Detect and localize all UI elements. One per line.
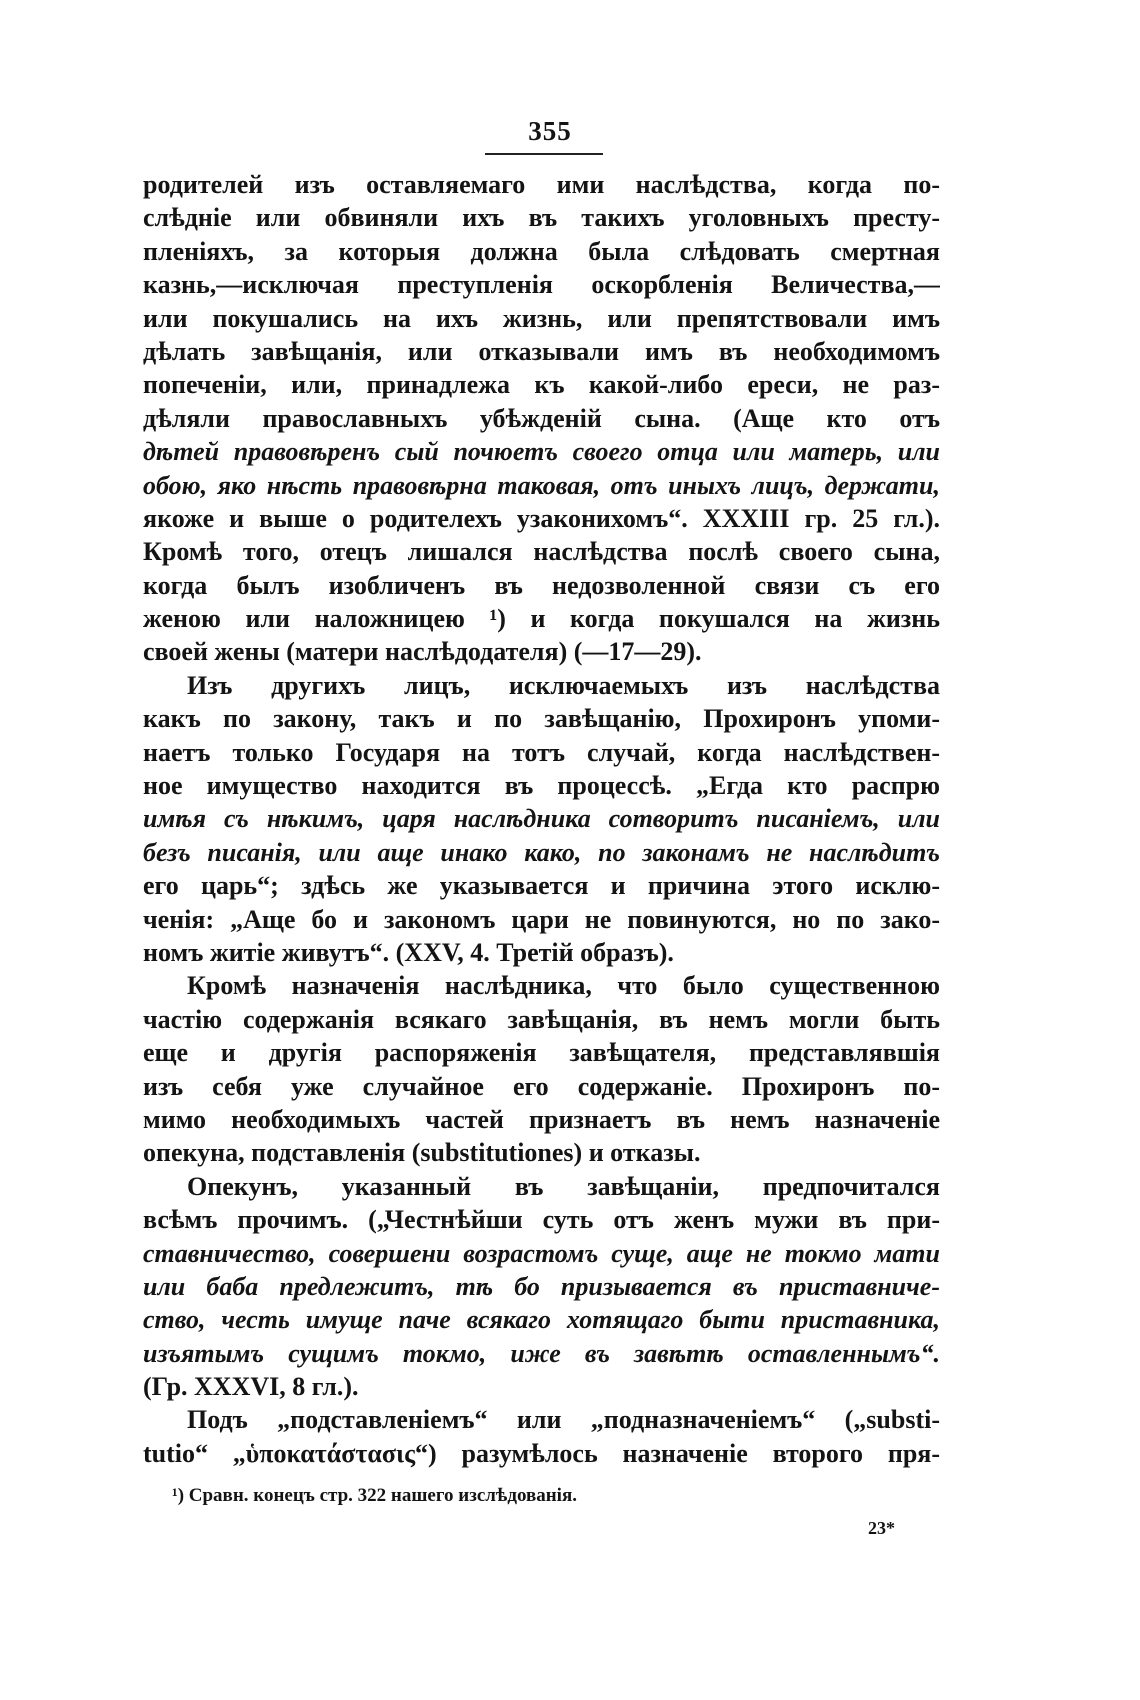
quote-text: безъ писанія, или аще инако како, по законамъ не наслѣдитъ	[143, 837, 940, 867]
quote-text: ство, честь имуще паче всякаго хотящаго быти приставника,	[143, 1305, 940, 1335]
quote-text: дѣтей правовѣренъ сый почюетъ своего отца или матерь, или	[143, 437, 940, 467]
text-line-italic	[143, 1303, 940, 1336]
text-line: Подъ „подставленіемъ“ или „подназначеніемъ“ („substi-	[187, 1405, 940, 1435]
text-line: ное имущество находится въ процессѣ. „Егда кто распрю	[143, 771, 940, 801]
printer-signature: 23*	[868, 1518, 895, 1538]
page-number-rule	[485, 153, 603, 155]
text-line: номъ житіе живутъ“. (XXV, 4. Третій образъ).	[143, 937, 674, 967]
text-line: якоже и выше о родителехъ узаконихомъ“. XXXIII гр. 25 гл.).	[143, 503, 940, 533]
text-line: когда былъ изобличенъ въ недозволенной связи съ его	[143, 570, 940, 600]
text-line-italic	[143, 802, 940, 835]
text-line: Опекунъ, указанный въ завѣщаніи, предпочитался	[187, 1171, 940, 1201]
text-line: наетъ только Государя на тотъ случай, когда наслѣдствен-	[143, 737, 940, 767]
text-line-italic	[143, 836, 940, 869]
footnote: ¹) Сравн. конецъ стр. 322 нашего изслѣдованія.	[172, 1485, 577, 1506]
quote-text: имѣя съ нѣкимъ, царя наслѣдника сотворитъ писаніемъ, или	[143, 804, 940, 834]
quote-text: обою, яко нѣсть правовѣрна таковая, отъ иныхъ лицъ, держати,	[143, 470, 940, 500]
text-line: родителей изъ оставляемаго ими наслѣдства, когда по-	[143, 170, 940, 199]
text-line-italic	[143, 469, 940, 502]
text-line: еще и другія распоряженія завѣщателя, представлявшія	[143, 1038, 940, 1068]
text-line-italic	[143, 1337, 940, 1370]
quote-text: или баба предлежитъ, тѣ бо призывается въ приставниче-	[143, 1271, 940, 1301]
text-line: Изъ другихъ лицъ, исключаемыхъ изъ наслѣдства	[187, 670, 940, 700]
text-line: Кромѣ назначенія наслѣдника, что было существенною	[187, 971, 940, 1001]
text-line-italic	[143, 435, 940, 468]
quote-text: изъятымъ сущимъ токмо, иже въ завѣтѣ оставленнымъ“.	[143, 1338, 940, 1368]
text-line: дѣлать завѣщанія, или отказывали имъ въ необходимомъ	[143, 336, 940, 366]
text-line: какъ по закону, такъ и по завѣщанію, Прохиронъ упоми-	[143, 704, 940, 734]
text-line: его царь“; здѣсь же указывается и причина этого исклю-	[143, 871, 940, 901]
text-line: слѣдніе или обвиняли ихъ въ такихъ уголовныхъ престу-	[143, 203, 940, 233]
text-line: попеченіи, или, принадлежа къ какой-либо ереси, не раз-	[143, 370, 940, 400]
text-line-italic	[143, 1270, 940, 1303]
quote-text: ставничество, совершени возрастомъ суще, аще не токмо мати	[143, 1238, 940, 1268]
text-line: Кромѣ того, отецъ лишался наслѣдства послѣ своего сына,	[143, 537, 940, 567]
text-line: женою или наложницею ¹) и когда покушался на жизнь	[143, 604, 940, 634]
text-line: дѣляли православныхъ убѣжденій сына. (Аще кто отъ	[143, 403, 940, 433]
text-line: частію содержанія всякаго завѣщанія, въ немъ могли быть	[143, 1004, 940, 1034]
text-line: (Гр. XXXVI, 8 гл.).	[143, 1372, 359, 1402]
text-line: опекуна, подставленія (substitutiones) и отказы.	[143, 1138, 701, 1168]
text-line: всѣмъ прочимъ. („Честнѣйши суть отъ женъ мужи въ при-	[143, 1205, 940, 1235]
text-line: tutio“ „ὑποκατάστασις“) разумѣлось назначеніе второго пря-	[143, 1438, 940, 1468]
text-line: своей жены (матери наслѣдодателя) (—17—29).	[143, 637, 702, 667]
text-line-italic	[143, 1237, 940, 1270]
text-line: пленіяхъ, за которыя должна была слѣдовать смертная	[143, 236, 940, 266]
text-line: или покушались на ихъ жизнь, или препятствовали имъ	[143, 303, 940, 333]
main-text	[143, 168, 940, 1470]
text-line: изъ себя уже случайное его содержаніе. Прохиронъ по-	[143, 1071, 940, 1101]
page-number: 355	[528, 116, 572, 146]
text-line: казнь,—исключая преступленія оскорбленія Величества,—	[143, 270, 940, 300]
text-line: ченія: „Аще бо и закономъ цари не повинуются, но по зако-	[143, 904, 940, 934]
text-line: мимо необходимыхъ частей признаетъ въ немъ назначеніе	[143, 1104, 940, 1134]
